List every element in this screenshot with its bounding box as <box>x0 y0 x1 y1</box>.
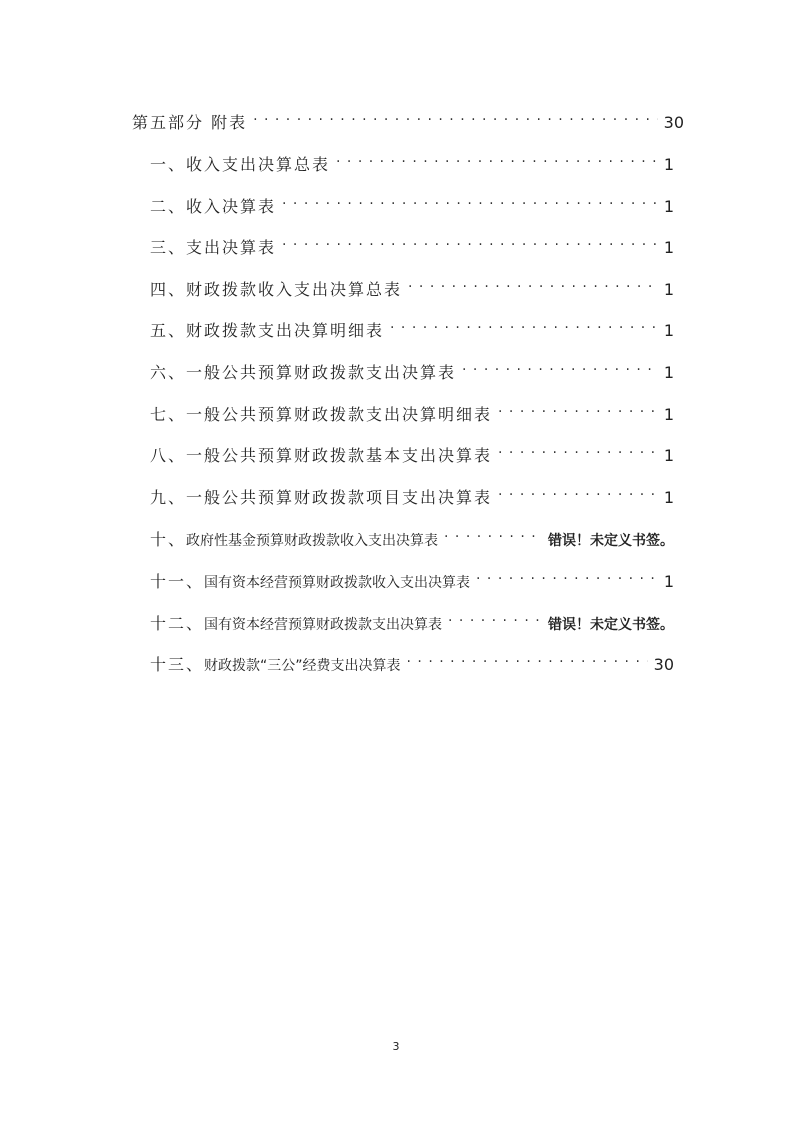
toc-entry-page-error: 错误！未定义书签。 <box>548 617 674 633</box>
toc-entry-label: 九、一般公共预算财政拨款项目支出决算表 <box>150 488 493 507</box>
toc-entry-3[interactable] <box>150 229 674 257</box>
toc-entry-part-five[interactable] <box>132 104 684 132</box>
toc-entry-label: 国有资本经营预算财政拨款收入支出决算表 <box>204 575 471 591</box>
toc-entry-prefix: 十二、 <box>150 614 205 633</box>
toc-entry-label: 六、一般公共预算财政拨款支出决算表 <box>150 363 457 382</box>
toc-dot-leader <box>407 646 648 670</box>
toc-dot-leader <box>498 437 658 461</box>
toc-entry-prefix: 十、 <box>150 530 187 549</box>
toc-entry-page-error: 错误！未定义书签。 <box>548 533 674 549</box>
toc-dot-leader <box>282 229 658 253</box>
toc-dot-leader <box>336 146 658 170</box>
toc-entry-page: 1 <box>663 238 674 257</box>
toc-dot-leader <box>408 271 658 295</box>
toc-entry-label: 八、一般公共预算财政拨款基本支出决算表 <box>150 446 493 465</box>
toc-entry-9[interactable] <box>150 479 674 507</box>
toc-entry-page: 30 <box>653 655 674 674</box>
toc-entry-label: 国有资本经营预算财政拨款支出决算表 <box>204 617 443 633</box>
toc-entry-label: 三、支出决算表 <box>150 238 277 257</box>
toc-dot-leader <box>498 396 658 420</box>
toc-entry-7[interactable] <box>150 396 674 424</box>
toc-entry-page: 1 <box>663 488 674 507</box>
page-number: 3 <box>392 1040 400 1053</box>
toc-entry-label: 四、财政拨款收入支出决算总表 <box>150 280 403 299</box>
toc-dot-leader <box>282 188 658 212</box>
toc-dot-leader <box>462 354 658 378</box>
toc-dot-leader <box>476 563 658 587</box>
toc-entry-label: 政府性基金预算财政拨款收入支出决算表 <box>186 533 439 549</box>
toc-entry-prefix: 十一、 <box>150 572 205 591</box>
toc-entry-13[interactable] <box>150 646 674 674</box>
toc-entry-page: 1 <box>663 405 674 424</box>
toc-entry-8[interactable] <box>150 437 674 465</box>
toc-entry-2[interactable] <box>150 188 674 216</box>
toc-dot-leader <box>498 479 658 503</box>
toc-entry-12[interactable] <box>150 605 674 633</box>
toc-entry-page: 1 <box>663 321 674 340</box>
toc-entry-5[interactable] <box>150 312 674 340</box>
toc-entry-label: 第五部分 附表 <box>132 113 248 132</box>
toc-dot-leader <box>444 521 542 545</box>
toc-entry-page: 1 <box>663 446 674 465</box>
toc-entry-10[interactable] <box>150 521 674 549</box>
toc-entry-11[interactable] <box>150 563 674 591</box>
toc-entry-page: 1 <box>663 280 674 299</box>
toc-dot-leader <box>448 605 542 629</box>
toc-entry-label: 七、一般公共预算财政拨款支出决算明细表 <box>150 405 493 424</box>
toc-entry-page: 1 <box>663 197 674 216</box>
toc-entry-page: 1 <box>663 572 674 591</box>
toc-entry-page: 30 <box>663 113 684 132</box>
toc-entry-4[interactable] <box>150 271 674 299</box>
toc-dot-leader <box>253 104 658 128</box>
toc-entry-prefix: 十三、 <box>150 655 205 674</box>
toc-entry-6[interactable] <box>150 354 674 382</box>
toc-dot-leader <box>390 312 658 336</box>
toc-entry-label: 财政拨款“三公”经费支出决算表 <box>204 658 401 674</box>
toc-entry-page: 1 <box>663 155 674 174</box>
toc-entry-label: 五、财政拨款支出决算明细表 <box>150 321 385 340</box>
toc-entry-page: 1 <box>663 363 674 382</box>
toc-entry-1[interactable] <box>150 146 674 174</box>
toc-entry-label: 二、收入决算表 <box>150 197 277 216</box>
toc-entry-label: 一、收入支出决算总表 <box>150 155 331 174</box>
